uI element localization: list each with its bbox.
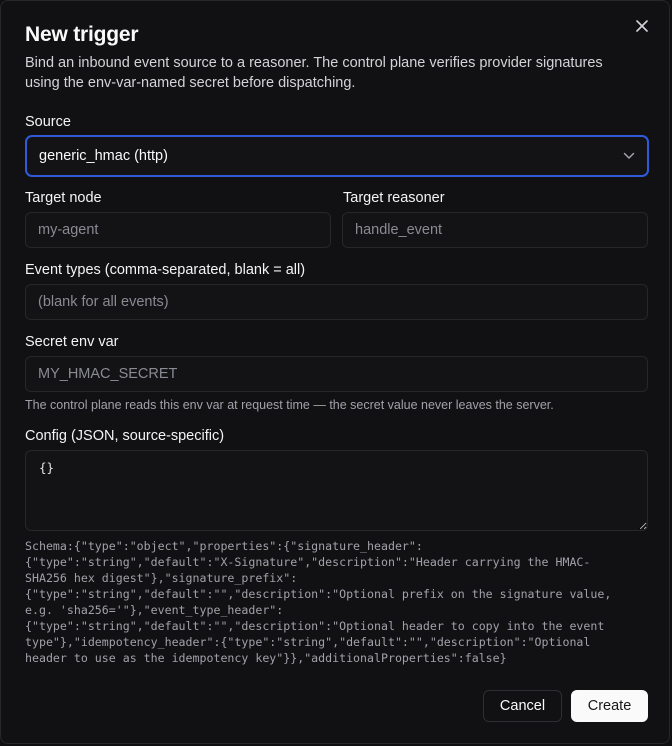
event-types-input[interactable] xyxy=(25,284,648,320)
secret-env-input[interactable] xyxy=(25,356,648,392)
target-node-label: Target node xyxy=(25,190,102,206)
config-label: Config (JSON, source-specific) xyxy=(25,428,225,444)
chevron-down-icon xyxy=(623,152,635,160)
create-button[interactable]: Create xyxy=(571,690,648,722)
config-schema-text: Schema:{"type":"object","properties":{"signature_header": {"type":"string","default":"X-Signature","description":"Header carrying the HMAC- SHA256 hex digest"},"signature_prefix": {"type":"string","default":"","description":"Optional prefix on the signature value, e.g. 'sha256='"},"event_type_header": {"type":"string","default":"","description":"Optional header to copy into the event type"},"idempotency_header":{"type":"string","default":"","description":"Optional header to use as the idempotency key"}},"additionalProperties":false} xyxy=(25,539,612,665)
secret-env-label: Secret env var xyxy=(25,334,119,350)
event-types-label: Event types (comma-separated, blank = all) xyxy=(25,262,306,278)
secret-env-hint: The control plane reads this env var at request time — the secret value never leaves the server. xyxy=(25,398,554,412)
source-select[interactable] xyxy=(25,135,649,177)
target-reasoner-input[interactable] xyxy=(342,212,648,248)
dialog-description: Bind an inbound event source to a reasoner. The control plane verifies provider signatures using the env-var-named secret before dispatching. xyxy=(25,55,603,91)
source-select-value: generic_hmac (http) xyxy=(39,148,168,164)
close-button[interactable] xyxy=(631,15,653,37)
close-icon xyxy=(636,20,648,32)
dialog-title: New trigger xyxy=(25,23,139,46)
target-node-input[interactable] xyxy=(25,212,331,248)
target-reasoner-label: Target reasoner xyxy=(343,190,445,206)
source-label: Source xyxy=(25,114,71,130)
config-json-textarea[interactable] xyxy=(25,450,648,531)
cancel-button[interactable]: Cancel xyxy=(483,690,562,722)
